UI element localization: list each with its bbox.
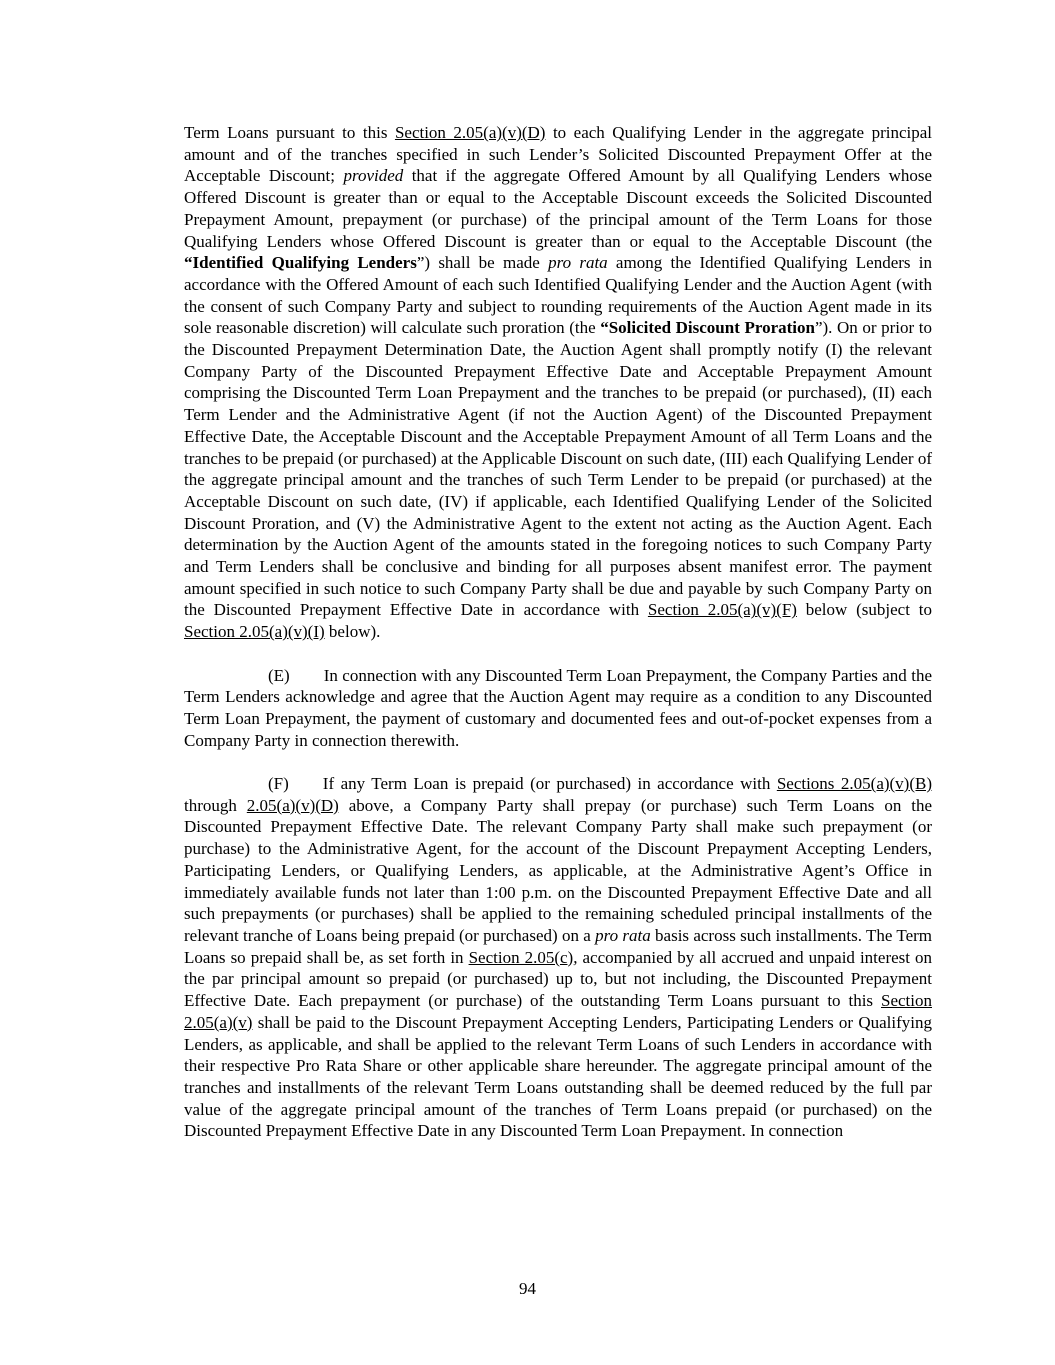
- text-run: ”). On or prior to the Discounted Prepayment Determination Date, the Auction Agent shall promptly notify (I) the relevant Company Party of the Discounted Prepayment Effective Date and Acceptable Prepayment Amount comprising the Discounted Term Loan Prepayment and the tranches to be prepaid (or purchased), (II) each Term Lender and the Administrative Agent (if not the Auction Agent) of the Discounted Prepayment Effective Date, the Acceptable Discount and the Acceptable Prepayment Amount of all Term Loans and the tranches to be prepaid (or purchased) at the Applicable Discount on such date, (III) each Qualifying Lender of the aggregate principal amount and the tranches of such Term Lender to be prepaid (or purchased) at the Acceptable Discount on such date, (IV) if applicable, each Identified Qualifying Lender of the Solicited Discount Proration, and (V) the Administrative Agent to the extent not acting as the Auction Agent. Each determination by the Auction Agent of the amounts stated in the foregoing notices to such Company Party and Term Lenders shall be conclusive and binding for all purposes absent manifest error. The payment amount specified in such notice to such Company Party shall be due and payable by such Company Party on the Discounted Prepayment Effective Date in accordance with: [184, 318, 932, 620]
- text-run: , accompanied by all accrued and unpaid interest on the par principal amount so prepaid (or purchased) up to, but not including, the Discounted Prepayment Effective Date. Each prepayment (or purchase) of the outstanding Term Loans pursuant to this: [184, 947, 933, 1011]
- text-run: Term Loans pursuant to this: [184, 123, 395, 142]
- paragraph-e: [184, 665, 932, 752]
- text-run: Section 2.05(a)(v)(F): [647, 600, 797, 620]
- text-run: Sections 2.05(a)(v)(B): [776, 774, 933, 794]
- text-run: ”) shall be made: [416, 253, 549, 273]
- text-run: below).: [324, 622, 381, 642]
- text-run: pro rata: [548, 253, 608, 273]
- text-run: to each Qualifying Lender in the aggregate principal amount and of the tranches specified in such Lender’s Solicited Discounted Prepayment Offer at the Acceptable Discount;: [184, 123, 932, 186]
- paragraph-f: [184, 773, 932, 1142]
- text-run: that if the aggregate Offered Amount by all Qualifying Lenders whose Offered Discount is greater than or equal to the Acceptable Discount exceeds the Solicited Discounted Prepayment Amount, prepayment (or purchase) of the principal amount of the Term Loans for those Qualifying Lenders whose Offered Discount is greater than or equal to the Acceptable Discount (the: [184, 166, 933, 251]
- text-run: (F) If any Term Loan is prepaid (or purchased) in accordance with: [268, 774, 777, 794]
- text-run: pro rata: [595, 925, 651, 945]
- text-run: Section 2.05(a)(v): [184, 991, 932, 1032]
- text-run: above, a Company Party shall prepay (or purchase) such Term Loans on the Discounted Prepayment Effective Date. The relevant Company Party shall make such prepayment (or purchase) to the Administrative Agent, for the account of the Discount Prepayment Accepting Lenders, Participating Lenders, or Qualifying Lenders, as applicable, at the Administrative Agent’s Office in immediately available funds not later than 1:00 p.m. on the Discounted Prepayment Effective Date and all such prepayments (or purchases) shall be applied to the remaining scheduled principal installments of the relevant tranche of Loans being prepaid (or purchased) on a: [184, 795, 932, 945]
- text-run: shall be paid to the Discount Prepayment Accepting Lenders, Participating Lenders or Qualifying Lenders, as applicable, and shall be applied to the relevant Term Loans of such Lenders in accordance with their respective Pro Rata Share or other applicable share hereunder. The aggregate principal amount of the tranches and installments of the relevant Term Loans outstanding shall be deemed reduced by the full par value of the aggregate principal amount of the tranches of Term Loans prepaid (or purchased) on the Discounted Prepayment Effective Date in any Discounted Term Loan Prepayment. In connection: [184, 1012, 932, 1141]
- text-run: (E) In connection with any Discounted Term Loan Prepayment, the Company Parties and the Term Lenders acknowledge and agree that the Auction Agent may require as a condition to any Discounted Term Loan Prepayment, the payment of customary and documented fees and out-of-pocket expenses from a Company Party in connection therewith.: [184, 665, 932, 750]
- text-run: Section 2.05(a)(v)(D): [394, 123, 546, 142]
- text-run: Section 2.05(c): [468, 947, 574, 967]
- text-run: “Solicited Discount Proration: [600, 318, 815, 338]
- text-run: basis across such installments. The Term Loans so prepaid shall be, as set forth in: [184, 925, 933, 967]
- paragraph-continuation-d: [184, 122, 932, 643]
- text-run: “Identified Qualifying Lenders: [184, 253, 417, 273]
- page-number: 94: [519, 1279, 536, 1298]
- text-run: below (subject to: [796, 600, 932, 620]
- text-run: among the Identified Qualifying Lenders in accordance with the Offered Amount of each such Identified Qualifying Lender and the Auction Agent (with the consent of such Company Party and subject to rounding requirements of the Auction Agent made in its sole reasonable discretion) will calculate such proration (the: [184, 253, 932, 338]
- text-run: through: [184, 795, 247, 815]
- document-text: [184, 122, 932, 1164]
- text-run: Section 2.05(a)(v)(I): [184, 622, 325, 642]
- text-run: 2.05(a)(v)(D): [246, 795, 339, 815]
- text-run: provided: [343, 166, 404, 186]
